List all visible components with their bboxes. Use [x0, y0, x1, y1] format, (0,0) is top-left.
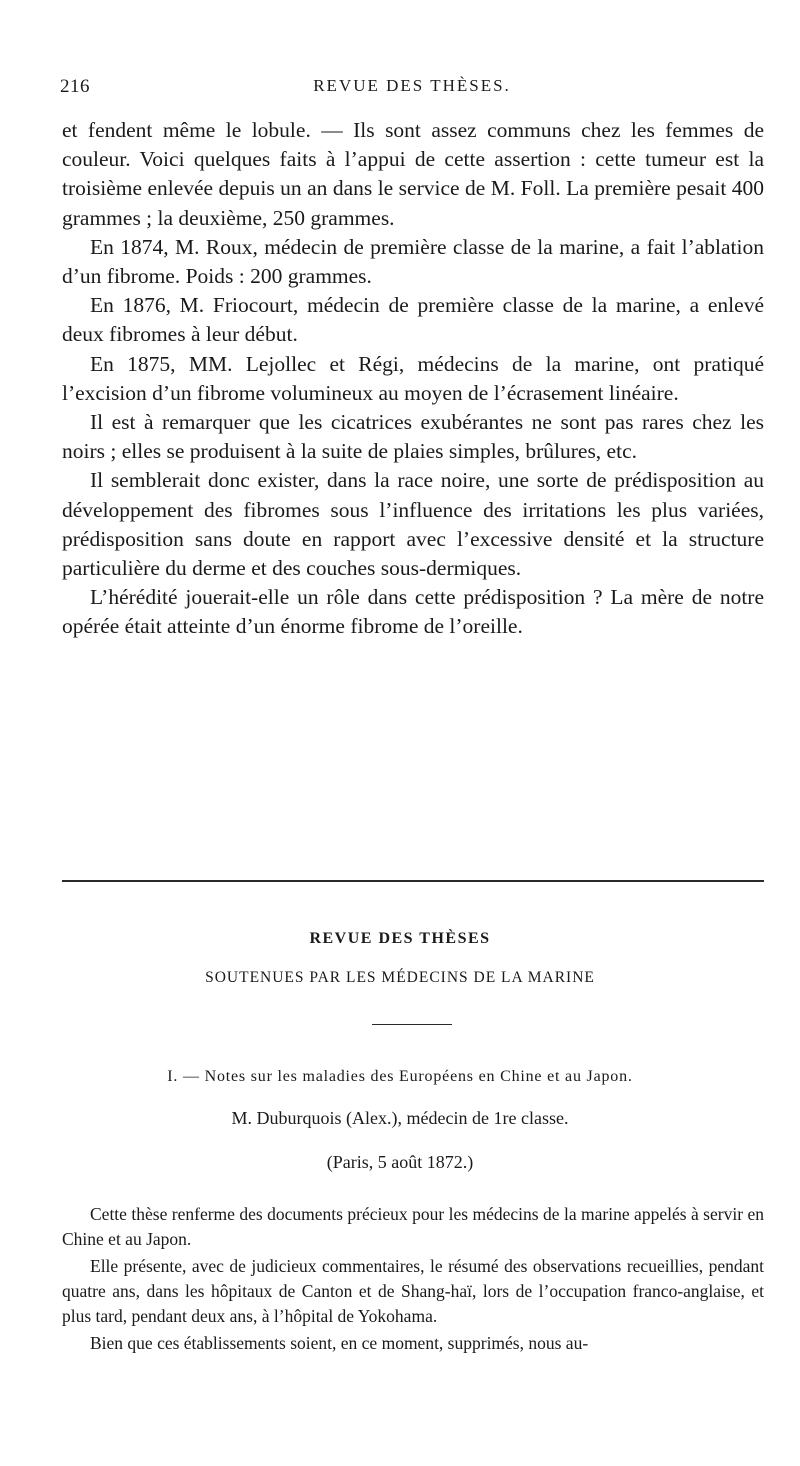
paragraph-4: En 1875, MM. Lejollec et Régi, médecins de la marine, ont pratiqué l’excision d’un fibrome volumineux au moyen de l’écrasement linéaire. — [62, 351, 764, 405]
article-body — [62, 116, 764, 642]
section-subtitle: SOUTENUES PAR LES MÉDECINS DE LA MARINE — [205, 969, 595, 986]
running-head: REVUE DES THÈSES. — [313, 76, 511, 95]
paragraph-5: Il est à remarquer que les cicatrices exubérantes ne sont pas rares chez les noirs ; elles se produisent à la suite de plaies simples, brûlures, etc. — [62, 410, 764, 464]
thesis-date: (Paris, 5 août 1872.) — [326, 1152, 474, 1172]
paragraph-7: L’hérédité jouerait-elle un rôle dans cette prédisposition ? La mère de notre opérée était atteinte d’un énorme fibrome de l’oreille. — [62, 585, 764, 639]
thesis-review-body — [62, 1202, 764, 1358]
paragraph-3: En 1876, M. Friocourt, médecin de première classe de la marine, a enlevé deux fibromes à leur début. — [62, 293, 764, 347]
section-divider — [62, 880, 764, 882]
thesis-author: M. Duburquois (Alex.), médecin de 1re classe. — [231, 1108, 569, 1128]
paragraph-1: et fendent même le lobule. — Ils sont assez communs chez les femmes de couleur. Voici quelques faits à l’appui de cette assertion : cette tumeur est la troisième enlevée depuis un an dans le service de M. Foll. La première pesait 400 grammes ; la deuxième, 250 grammes. — [62, 118, 764, 230]
paragraph-6: Il semblerait donc exister, dans la race noire, une sorte de prédisposition au développement des fibromes sous l’influence des irritations les plus variées, prédisposition sans doute en rapport avec l’excessive densité et la structure particulière du derme et des couches sous-dermiques. — [62, 468, 764, 581]
review-paragraph-3: Bien que ces établissements soient, en ce moment, supprimés, nous au- — [90, 1333, 589, 1353]
review-paragraph-1: Cette thèse renferme des documents précieux pour les médecins de la marine appelés à servir en Chine et au Japon. — [62, 1204, 764, 1249]
page-number: 216 — [60, 76, 90, 97]
review-paragraph-2: Elle présente, avec de judicieux commentaires, le résumé des observations recueillies, pendant quatre ans, dans les hôpitaux de Canton et de Shang-haï, lors de l’occupation franco-anglaise, et plus tard, pendant deux ans, à l’hôpital de Yokohama. — [62, 1256, 764, 1326]
thesis-title: I. — Notes sur les maladies des Européens en Chine et au Japon. — [167, 1068, 633, 1085]
paragraph-2: En 1874, M. Roux, médecin de première classe de la marine, a fait l’ablation d’un fibrome. Poids : 200 grammes. — [62, 234, 764, 289]
section-title: REVUE DES THÈSES — [309, 930, 491, 947]
short-divider — [372, 1024, 452, 1025]
page-header — [60, 76, 764, 104]
